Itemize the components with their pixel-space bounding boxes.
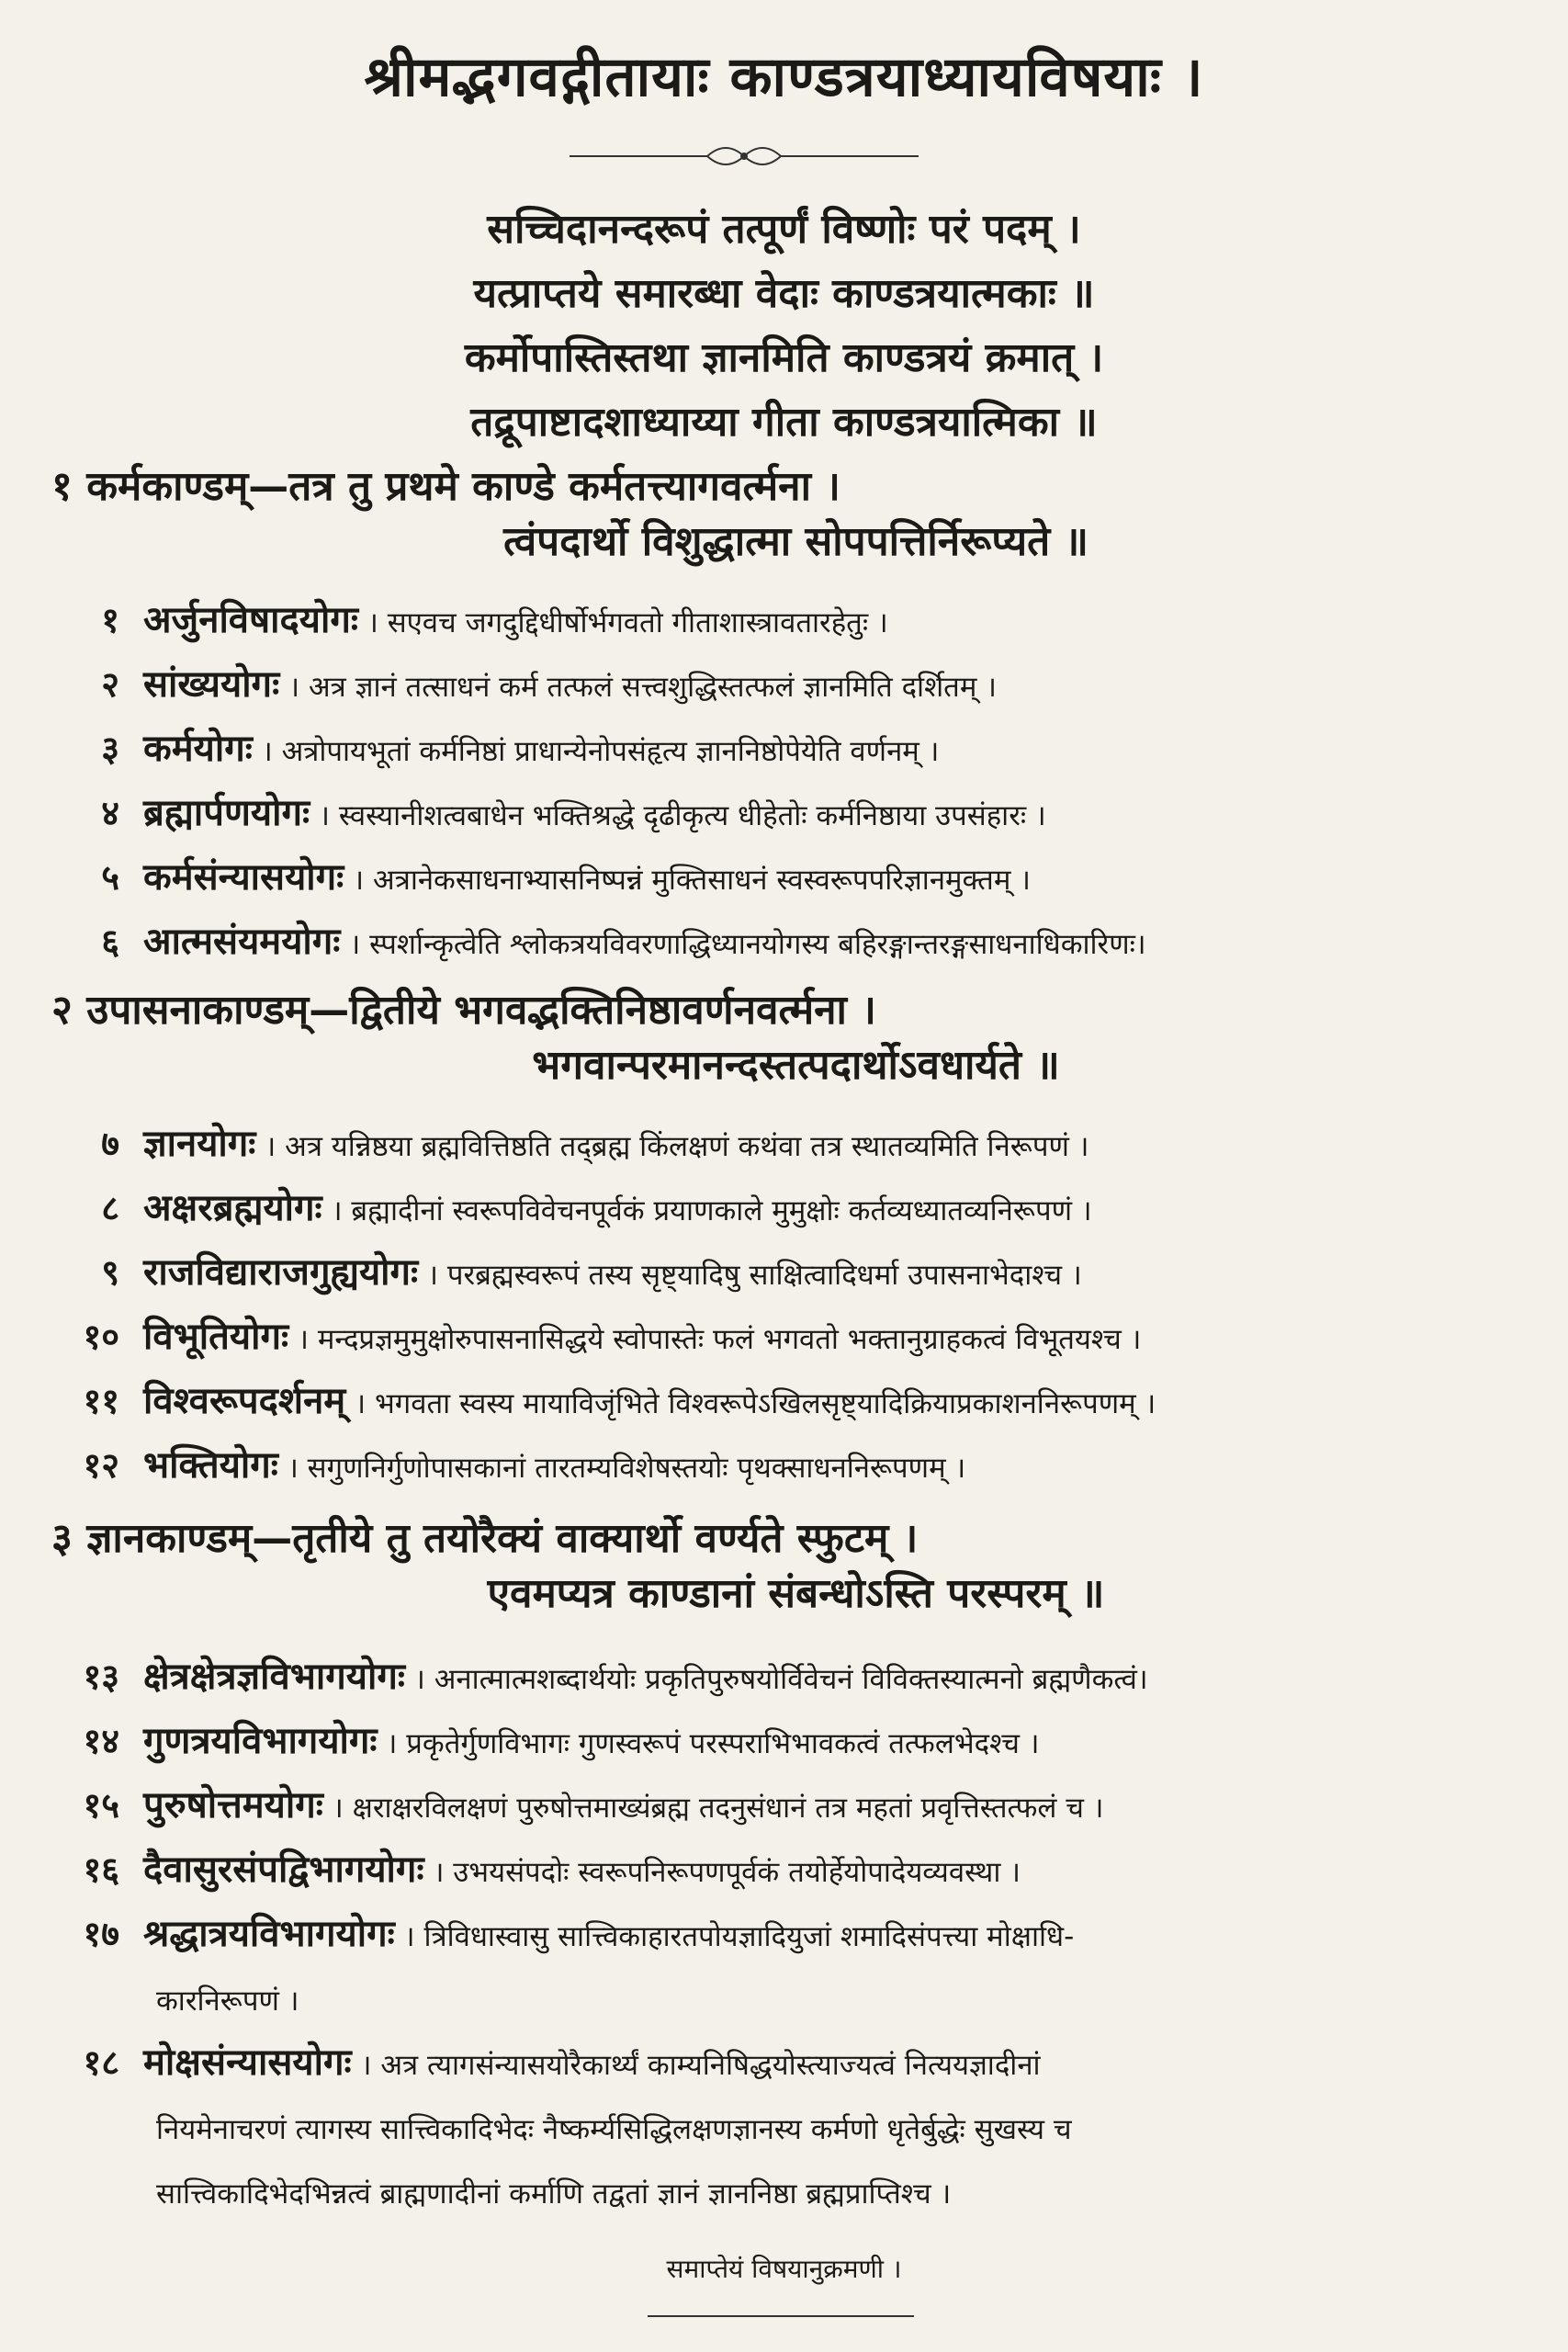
- chapter-row: [37, 1240, 1548, 1307]
- section-karmakanda: [51, 459, 1540, 570]
- chapter-row: [37, 588, 1548, 655]
- chapter-row: [37, 2030, 1548, 2226]
- chapter-number: ५: [101, 857, 119, 898]
- chapter-desc: । अत्र ज्ञानं तत्साधनं कर्म तत्फलं सत्त्वशुद्धिस्तत्फलं ज्ञानमिति दर्शितम् ।: [288, 671, 997, 704]
- section-number: १: [51, 463, 73, 510]
- chapter-desc: । सगुणनिर्गुणोपासकानां तारतम्यविशेषस्तयोः पृथक्साधननिरूपणम् ।: [288, 1452, 966, 1485]
- chapter-number: १०: [83, 1317, 119, 1357]
- chapter-row: [37, 910, 1548, 977]
- chapter-row: [37, 652, 1548, 719]
- chapter-name: ब्रह्मार्पणयोगः: [143, 792, 310, 834]
- chapter-name: अक्षरब्रह्मयोगः: [143, 1187, 322, 1229]
- chapter-row: [37, 1176, 1548, 1243]
- chapter-desc: । परब्रह्मस्वरूपं तस्य सृष्ट्यादिषु साक्षित्वादिधर्मा उपासनाभेदाश्च ।: [427, 1259, 1082, 1292]
- chapter-name: पुरुषोत्तमयोगः: [143, 1784, 323, 1826]
- chapter-number: ३: [101, 729, 119, 769]
- chapter-desc: । क्षराक्षरविलक्षणं पुरुषोत्तमाख्यंब्रह्म तदनुसंधानं तत्र महतां प्रवृत्तिस्तत्फलं च ।: [333, 1792, 1104, 1825]
- chapter-row: [37, 717, 1548, 784]
- chapter-name: मोक्षसंन्यासयोगः: [143, 2041, 352, 2084]
- chapter-desc: । त्रिविधास्वासु सात्त्विकाहारतपोयज्ञादियुजां शमादिसंपत्त्या मोक्षाधि-: [403, 1920, 1075, 1953]
- chapter-desc: । ब्रह्मादीनां स्वरूपविवेचनपूर्वकं प्रयाणकाले मुमुक्षोः कर्तव्यध्यातव्यनिरूपणं ।: [331, 1194, 1092, 1227]
- chapter-number: ४: [101, 793, 119, 833]
- chapter-desc-continued: नियमेनाचरणं त्यागस्य सात्त्विकादिभेदः नैष्कर्म्यसिद्धिलक्षणज्ञानस्य कर्मणो धृतेर्बुद्धेः सुखस्य च: [156, 2113, 1072, 2146]
- chapter-number: १२: [83, 1445, 119, 1486]
- chapter-name: विश्वरूपदर्शनम्: [143, 1380, 346, 1422]
- chapter-number: ९: [101, 1252, 119, 1293]
- section-name: उपासनाकाण्डम्: [86, 987, 310, 1034]
- chapter-desc: । सएवच जगदुद्दिधीर्षोर्भगवतो गीताशास्त्रावतारहेतुः ।: [367, 606, 888, 639]
- chapter-row: [37, 1369, 1548, 1436]
- chapter-number: १७: [83, 1914, 119, 1954]
- intro-verse-3: कर्मोपास्तिस्तथा ज्ञानमिति काण्डत्रयं क्रमात् ।: [464, 334, 1104, 381]
- chapter-number: १४: [83, 1721, 119, 1761]
- chapter-desc-continued: सात्त्विकादिभेदभिन्नत्वं ब्राह्मणादीनां कर्माणि तद्वतां ज्ञानं ज्ञाननिष्ठा ब्रह्मप्राप्तिश्च ।: [156, 2177, 952, 2211]
- chapter-name: भक्तियोगः: [143, 1444, 278, 1487]
- chapter-desc: । स्पर्शान्कृत्वेति श्लोकत्रयविवरणाद्धिध्यानयोगस्य बहिरङ्गान्तरङ्गसाधनाधिकारिणः।: [349, 928, 1146, 961]
- chapter-name: क्षेत्रक्षेत्रज्ञविभागयोगः: [143, 1656, 405, 1698]
- section-line2: एवमप्यत्र काण्डानां संबन्धोऽस्ति परस्परम् ॥: [487, 1570, 1105, 1617]
- section-number: २: [51, 987, 73, 1034]
- ornament-divider: [570, 138, 919, 175]
- chapter-row: [37, 1709, 1548, 1776]
- chapter-desc: । अत्रानेकसाधनाभ्यासनिष्पन्नं मुक्तिसाधनं स्वस्वरूपपरिज्ञानमुक्तम् ।: [353, 864, 1031, 897]
- chapter-name: ज्ञानयोगः: [143, 1123, 256, 1165]
- section-line2: त्वंपदार्थो विशुद्धात्मा सोपपत्तिर्निरूप्यते ॥: [503, 518, 1089, 565]
- section-line1: —द्वितीये भगवद्भक्तिनिष्ठावर्णनवर्त्मना ।: [309, 987, 876, 1034]
- chapter-number: २: [101, 664, 119, 705]
- chapter-row: [37, 1645, 1548, 1712]
- chapter-desc: । प्रकृतेर्गुणविभागः गुणस्वरूपं परस्पराभिभावकत्वं तत्फलभेदश्च ।: [386, 1727, 1040, 1760]
- chapter-number: १६: [83, 1849, 119, 1890]
- chapter-desc-continued: कारनिरूपणं ।: [156, 1984, 299, 2018]
- chapter-name: आत्मसंयमयोगः: [143, 921, 341, 963]
- section-name: ज्ञानकाण्डम्: [86, 1515, 253, 1562]
- chapter-name: अर्जुनविषादयोगः: [143, 599, 358, 641]
- chapter-desc: । अत्र त्यागसंन्यासयोरैकार्थ्यं काम्यनिषिद्धयोस्त्याज्यत्वं नित्ययज्ञादीनां: [360, 2049, 1041, 2082]
- chapter-number: १३: [83, 1657, 119, 1697]
- chapter-name: श्रद्धात्रयविभागयोगः: [143, 1913, 395, 1955]
- section-upasanakanda: [51, 983, 1540, 1093]
- chapter-number: १: [101, 600, 119, 640]
- section-name: कर्मकाण्डम्: [86, 463, 249, 510]
- section-jnanakanda: [51, 1511, 1540, 1622]
- chapter-name: कर्मयोगः: [143, 728, 253, 770]
- chapter-row: [37, 1305, 1548, 1372]
- section-line1: —तत्र तु प्रथमे काण्डे कर्मतत्त्यागवर्त्मना ।: [248, 463, 840, 510]
- section-line1: —तृतीये तु तयोरैक्यं वाक्यार्थो वर्ण्यते स्फुटम् ।: [252, 1515, 919, 1562]
- chapter-row: [37, 781, 1548, 848]
- chapter-name: कर्मसंन्यासयोगः: [143, 856, 344, 899]
- section-line2: भगवान्परमानन्दस्तत्पदार्थोऽवधार्यते ॥: [532, 1042, 1060, 1089]
- chapter-number: ६: [101, 922, 119, 962]
- intro-verse-4: तद्रूपाष्टादशाध्याय्या गीता काण्डत्रयात्मिका ॥: [470, 399, 1098, 446]
- intro-verse-1: सच्चिदानन्दरूपं तत्पूर्णं विष्णोः परं पदम् ।: [487, 206, 1081, 253]
- chapter-desc: । भगवता स्वस्य मायाविजृंभिते विश्वरूपेऽखिलसृष्ट्यादिक्रियाप्रकाशननिरूपणम् ।: [355, 1387, 1156, 1420]
- chapter-row: [37, 1433, 1548, 1500]
- chapter-name: गुणत्रयविभागयोगः: [143, 1720, 378, 1762]
- chapter-name: विभूतियोगः: [143, 1316, 289, 1358]
- chapter-row: [37, 845, 1548, 912]
- chapter-desc: । अत्र यन्निष्ठया ब्रह्मवित्तिष्ठति तद्ब्रह्म किंलक्षणं कथंवा तत्र स्थातव्यमिति निरूपणं ।: [265, 1130, 1089, 1163]
- chapter-number: ११: [83, 1381, 119, 1421]
- chapter-desc: । अनात्मात्मशब्दार्थयोः प्रकृतिपुरुषयोर्विवेचनं विविक्तस्यात्मनो ब्रह्मणैकत्वं।: [414, 1663, 1148, 1696]
- chapter-name: दैवासुरसंपद्विभागयोगः: [143, 1849, 424, 1891]
- footer-note: समाप्तेयं विषयानुक्रमणी ।: [666, 2254, 902, 2284]
- chapter-row: [37, 1773, 1548, 1840]
- chapter-row: [37, 1838, 1548, 1905]
- chapter-name: राजविद्याराजगुह्ययोगः: [143, 1251, 419, 1294]
- chapter-number: ८: [101, 1188, 119, 1228]
- chapter-number: १५: [83, 1785, 119, 1826]
- section-number: ३: [51, 1515, 73, 1562]
- chapter-row: [37, 1112, 1548, 1179]
- chapter-desc: । स्वस्यानीशत्वबाधेन भक्तिश्रद्धे दृढीकृत्य धीहेतोः कर्मनिष्ठाया उपसंहारः ।: [319, 799, 1046, 832]
- chapter-desc: । मन्दप्रज्ञमुमुक्षोरुपासनासिद्धये स्वोपास्तेः फलं भगवतो भक्तानुग्राहकत्वं विभूतयश्च ।: [298, 1323, 1142, 1356]
- intro-verse-2: यत्प्राप्तये समारब्धा वेदाः काण्डत्रयात्मकाः ॥: [473, 270, 1095, 317]
- chapter-desc: । उभयसंपदोः स्वरूपनिरूपणपूर्वकं तयोर्हेयोपादेयव्यवस्था ।: [433, 1856, 1021, 1889]
- chapter-number: ७: [101, 1124, 119, 1164]
- page-title: श्रीमद्भगवद्गीतायाः काण्डत्रयाध्यायविषयाः ।: [364, 45, 1204, 109]
- chapter-desc: । अत्रोपायभूतां कर्मनिष्ठां प्राधान्येनोपसंहृत्य ज्ञाननिष्ठोपेयेति वर्णनम् ।: [261, 735, 940, 768]
- chapter-row: [37, 1902, 1548, 2033]
- chapter-number: १८: [83, 2042, 119, 2083]
- footer-rule: [648, 2315, 914, 2317]
- chapter-name: सांख्ययोगः: [143, 663, 280, 706]
